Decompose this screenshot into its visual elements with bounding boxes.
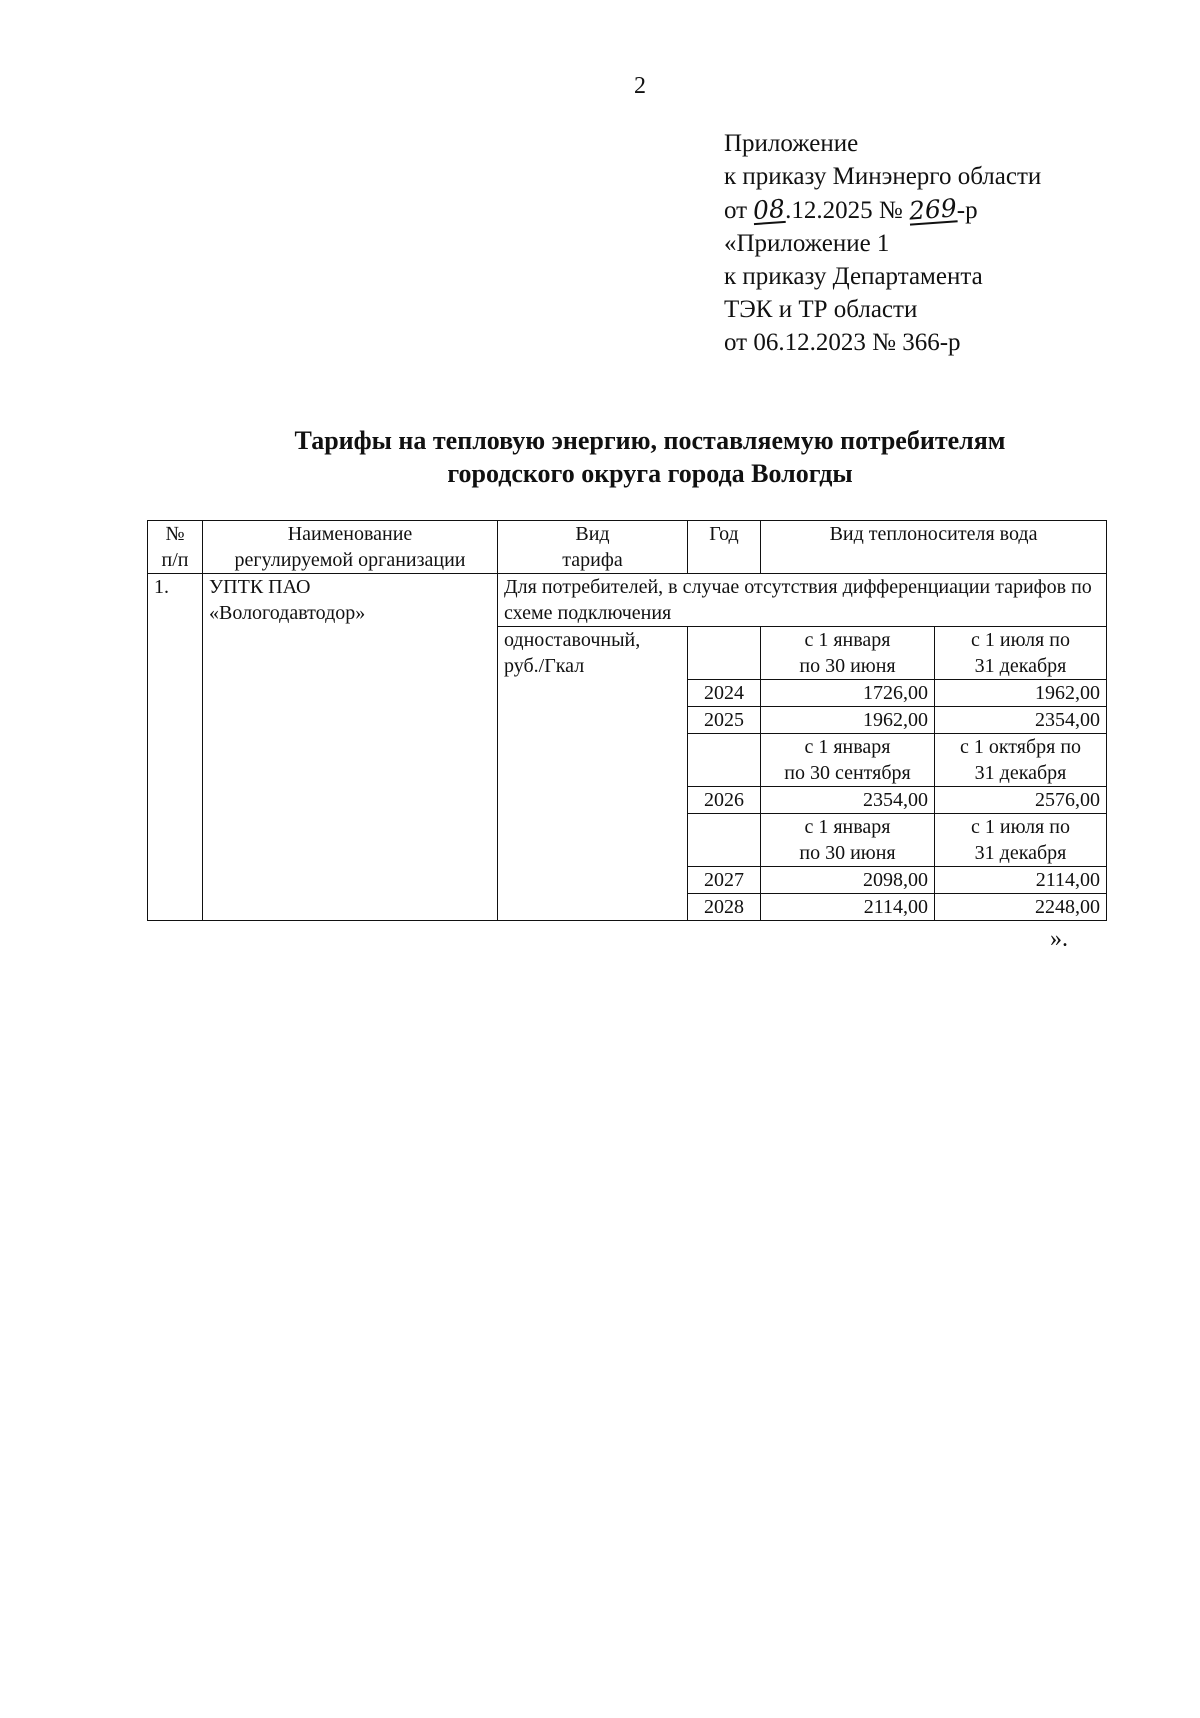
empty-year-cell — [688, 814, 761, 867]
appendix-line-5: к приказу Департамента — [724, 263, 983, 290]
period-start-line-2: по 30 сентября — [784, 762, 911, 784]
period-end-line-2: 31 декабря — [974, 762, 1067, 784]
period-start — [761, 814, 935, 867]
empty-year-cell — [688, 627, 761, 680]
period-end-line-1: с 1 октября по — [959, 736, 1082, 758]
order-date-prefix: от — [724, 197, 754, 224]
period-end — [935, 627, 1107, 680]
header-tariff-type-line-1: Вид — [575, 523, 610, 545]
title-line-2: городского округа города Вологды — [447, 459, 853, 488]
organization-name — [203, 574, 498, 921]
year-cell: 2024 — [688, 680, 761, 707]
tariff-value-second-half: 2114,00 — [935, 867, 1107, 894]
closing-quote-mark: ». — [1050, 926, 1068, 952]
row-number: 1. — [148, 574, 203, 921]
appendix-line-3 — [724, 193, 1144, 227]
tariff-value-second-half: 2248,00 — [935, 894, 1107, 921]
period-start-line-2: по 30 июня — [799, 655, 896, 677]
tariff-value-first-half: 1726,00 — [761, 680, 935, 707]
empty-year-cell — [688, 734, 761, 787]
tariff-value-second-half: 2576,00 — [935, 787, 1107, 814]
handwritten-order-number: 269 — [908, 193, 958, 226]
appendix-line-1: Приложение — [724, 130, 859, 157]
header-number-line-2: п/п — [161, 549, 189, 571]
tariffs-table — [147, 520, 1107, 921]
header-number-line-1: № — [165, 523, 185, 545]
period-start — [761, 734, 935, 787]
header-tariff-type — [498, 521, 688, 574]
appendix-line-7: от 06.12.2023 № 366-р — [724, 329, 961, 356]
period-start-line-1: с 1 января — [804, 736, 891, 758]
page-number: 2 — [634, 73, 646, 99]
tariff-value-second-half: 1962,00 — [935, 680, 1107, 707]
period-end-line-1: с 1 июля по — [971, 629, 1070, 651]
appendix-line-4: «Приложение 1 — [724, 230, 890, 257]
table-row — [148, 574, 1107, 627]
tariff-type-line-2: руб./Гкал — [504, 655, 585, 677]
period-start-line-2: по 30 июня — [799, 842, 896, 864]
header-organization — [203, 521, 498, 574]
year-cell: 2028 — [688, 894, 761, 921]
tariff-type-line-1: одноставочный, — [504, 629, 641, 651]
header-number — [148, 521, 203, 574]
period-end-line-2: 31 декабря — [974, 655, 1067, 677]
year-cell: 2025 — [688, 707, 761, 734]
handwritten-day: 08 — [752, 193, 787, 226]
organization-name-line-2: «Вологодавтодор» — [209, 602, 366, 624]
period-end-line-2: 31 декабря — [974, 842, 1067, 864]
period-start-line-1: с 1 января — [804, 629, 891, 651]
header-heat-carrier: Вид теплоносителя вода — [761, 521, 1107, 574]
tariff-value-first-half: 1962,00 — [761, 707, 935, 734]
title-line-1: Тарифы на тепловую энергию, поставляемую потребителям — [294, 426, 1006, 455]
tariff-value-first-half: 2114,00 — [761, 894, 935, 921]
period-start — [761, 627, 935, 680]
document-title — [150, 424, 1150, 490]
appendix-line-6: ТЭК и ТР области — [724, 296, 918, 323]
header-organization-line-2: регулируемой организации — [234, 549, 466, 571]
table-header-row — [148, 521, 1107, 574]
tariff-value-first-half: 2354,00 — [761, 787, 935, 814]
organization-name-line-1: УПТК ПАО — [209, 576, 311, 598]
header-year: Год — [688, 521, 761, 574]
tariff-type — [498, 627, 688, 921]
appendix-line-2: к приказу Минэнерго области — [724, 163, 1042, 190]
period-start-line-1: с 1 января — [804, 816, 891, 838]
tariff-value-second-half: 2354,00 — [935, 707, 1107, 734]
period-end — [935, 814, 1107, 867]
order-date-mid: .12.2025 № — [785, 197, 910, 224]
period-end-line-1: с 1 июля по — [971, 816, 1070, 838]
tariff-value-first-half: 2098,00 — [761, 867, 935, 894]
header-organization-line-1: Наименование — [287, 523, 413, 545]
year-cell: 2027 — [688, 867, 761, 894]
period-end — [935, 734, 1107, 787]
consumers-note: Для потребителей, в случае отсутствия дифференциации тарифов по схеме подключения — [498, 574, 1107, 627]
order-number-suffix: -р — [956, 197, 978, 224]
header-tariff-type-line-2: тарифа — [562, 549, 623, 571]
year-cell: 2026 — [688, 787, 761, 814]
appendix-block — [724, 127, 1144, 359]
